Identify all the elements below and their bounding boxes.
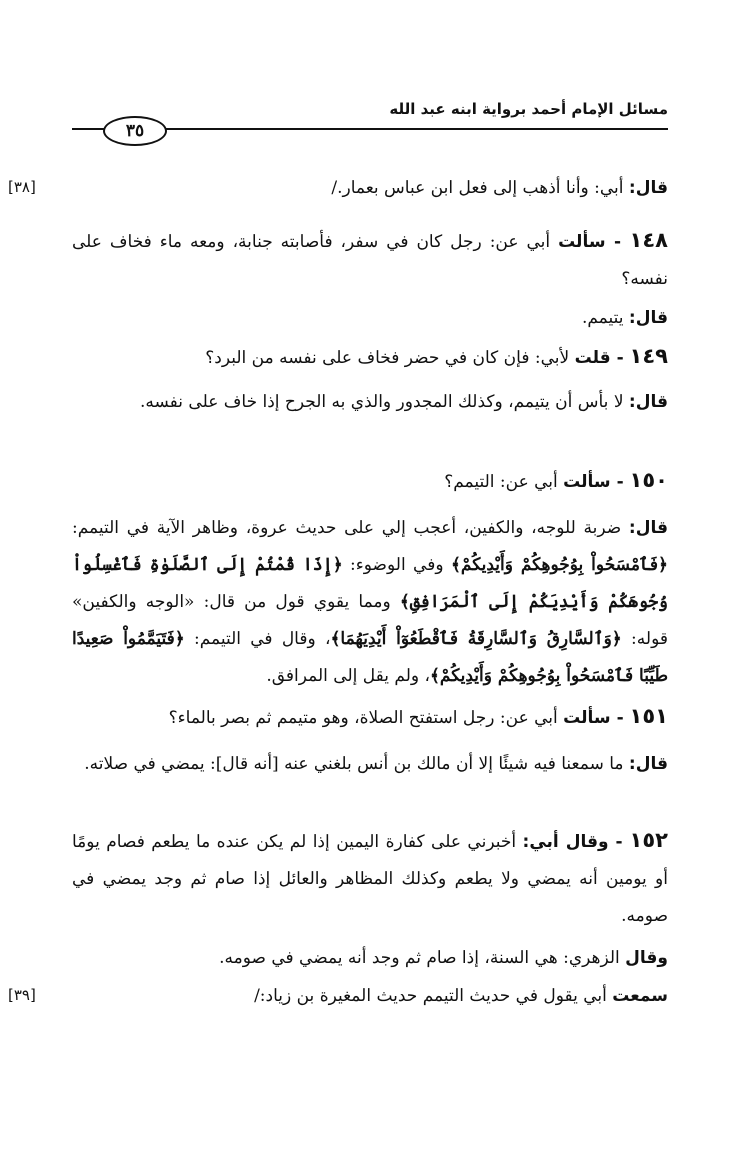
paragraph-lead: - سألت xyxy=(563,472,630,492)
answer-150 xyxy=(72,510,668,695)
paragraph-text: أبي: وأنا أذهب إلى فعل ابن عباس بعمار./ xyxy=(331,178,629,198)
question-number: ١٤٩ xyxy=(629,344,668,368)
quran-quote: ﴿إِذَا قُمْتُمْ إِلَى ٱلصَّلَوٰةِ فَٱغْسِلُواْ وُجُوهَكُمْ وَأَيْدِيَكُمْ إِلَى ٱلْمَرَافِقِ﴾ xyxy=(72,555,668,612)
quran-quote: ﴿وَٱلسَّارِقُ وَٱلسَّارِقَةُ فَٱقْطَعُوٓاْ أَيْدِيَهُمَا﴾ xyxy=(330,629,622,649)
paragraph-lead: سمعت xyxy=(612,986,668,1006)
question-152 xyxy=(72,822,668,935)
zuhri-statement xyxy=(72,940,668,977)
margin-note-top: [٣٨] xyxy=(8,178,36,196)
paragraph-lead: وقال xyxy=(625,948,668,968)
question-149 xyxy=(72,338,668,377)
question-number: ١٥٠ xyxy=(629,468,668,492)
paragraph-text: وفي الوضوء: xyxy=(342,555,451,575)
paragraph-0 xyxy=(72,170,668,207)
question-number: ١٥٢ xyxy=(629,828,668,852)
paragraph-lead: قال: xyxy=(628,754,668,774)
paragraph-text: ما سمعنا فيه شيئًا إلا أن مالك بن أنس بلغني عنه [أنه قال]: يمضي في صلاته. xyxy=(84,754,629,774)
answer-148 xyxy=(72,300,668,337)
paragraph-text: أبي عن: التيمم؟ xyxy=(444,472,564,492)
paragraph-text: ، وقال في التيمم: xyxy=(184,629,331,649)
paragraph-text: لا بأس أن يتيمم، وكذلك المجدور والذي به الجرح إذا خاف على نفسه. xyxy=(140,392,629,412)
margin-note-bottom: [٣٩] xyxy=(8,986,36,1004)
paragraph-lead: - سألت xyxy=(563,708,630,728)
paragraph-text: أبي يقول في حديث التيمم حديث المغيرة بن زياد:/ xyxy=(254,986,613,1006)
paragraph-lead: قال: xyxy=(628,518,668,538)
question-148 xyxy=(72,222,668,298)
answer-149 xyxy=(72,384,668,421)
paragraph-lead: قال: xyxy=(628,308,668,328)
paragraph-lead: قال: xyxy=(628,392,668,412)
paragraph-lead: - وقال أبي: xyxy=(522,832,630,852)
paragraph-text: يتيمم. xyxy=(581,308,629,328)
paragraph-text: ومما يقوي قول من قال: «الوجه والكفين» قوله: xyxy=(72,592,668,649)
paragraph-text: أخبرني على كفارة اليمين إذا لم يكن عنده ما يطعم فصام يومًا أو يومين أنه يمضي ولا يطعم وكذلك المظاهر والعائل إذا صام ثم وجد يمضي في صومه. xyxy=(72,832,668,926)
paragraph-text: الزهري: هي السنة، إذا صام ثم وجد أنه يمضي في صومه. xyxy=(219,948,626,968)
final-statement xyxy=(72,978,668,1015)
quran-quote: ﴿فَٱمْسَحُواْ بِوُجُوهِكُمْ وَأَيْدِيكُمْ﴾ xyxy=(450,555,668,575)
answer-151 xyxy=(72,746,668,783)
paragraph-text: أبي عن: رجل استفتح الصلاة، وهو متيمم ثم بصر بالماء؟ xyxy=(168,708,564,728)
paragraph-lead: - قلت xyxy=(574,348,630,368)
page-number: ٣٥ xyxy=(103,116,167,146)
paragraph-lead: - سألت xyxy=(558,232,630,252)
quran-quote: ﴿فَتَيَمَّمُواْ صَعِيدًا طَيِّبًا فَٱمْسَحُواْ بِوُجُوهِكُمْ وَأَيْدِيكُمْ﴾ xyxy=(72,629,668,686)
question-151 xyxy=(72,698,668,737)
paragraph-text: ضربة للوجه، والكفين، أعجب إلي على حديث عروة، وظاهر الآية في التيمم: xyxy=(72,518,629,538)
question-number: ١٥١ xyxy=(629,704,668,728)
paragraph-text: ، ولم يقل إلى المرافق. xyxy=(266,666,430,686)
paragraph-lead: قال: xyxy=(628,178,668,198)
paragraph-text: لأبي: فإن كان في حضر فخاف على نفسه من البرد؟ xyxy=(205,348,575,368)
running-header-title: مسائل الإمام أحمد برواية ابنه عبد الله xyxy=(389,100,668,118)
question-150 xyxy=(72,462,668,501)
question-number: ١٤٨ xyxy=(629,228,668,252)
paragraph-text: أبي عن: رجل كان في سفر، فأصابته جنابة، ومعه ماء فخاف على نفسه؟ xyxy=(72,232,668,289)
